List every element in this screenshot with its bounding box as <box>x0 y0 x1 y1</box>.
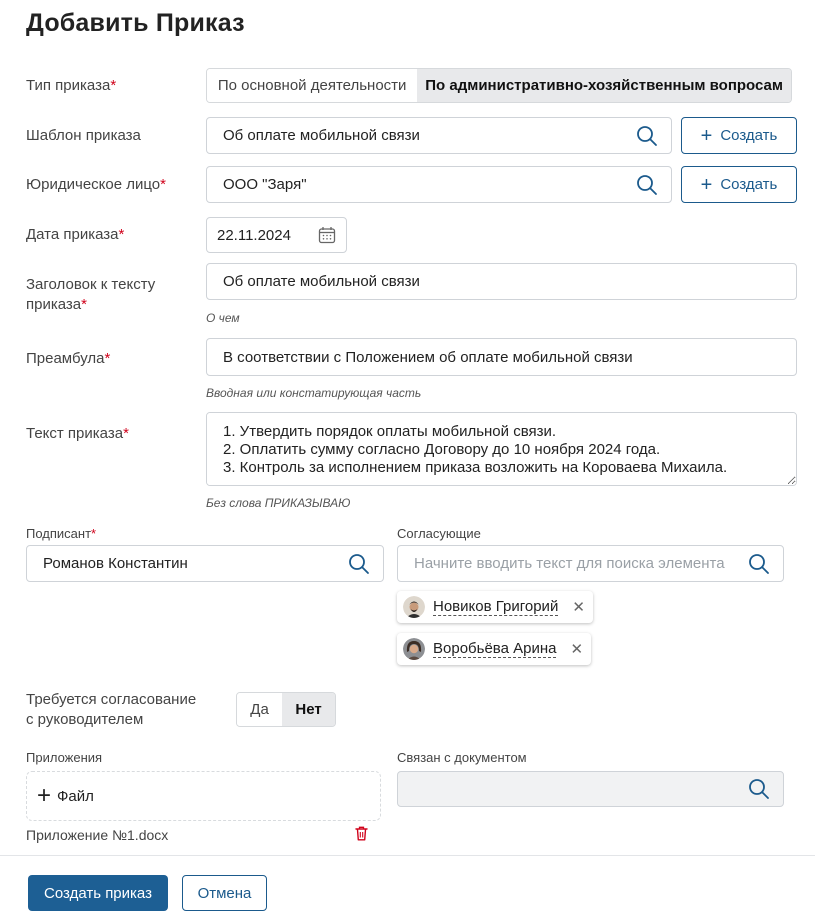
heading-hint: О чем <box>206 311 240 325</box>
search-icon[interactable] <box>747 777 771 801</box>
attachments-dropzone[interactable] <box>26 771 381 821</box>
signer-value: Романов Константин <box>43 555 188 572</box>
footer-divider <box>0 855 815 856</box>
attachments-label: Приложения <box>26 750 103 765</box>
trash-icon[interactable] <box>355 826 368 841</box>
add-file-label: Файл <box>57 787 94 805</box>
avatar <box>403 596 425 618</box>
manager-approval-yes[interactable]: Да <box>237 693 282 726</box>
attachment-file-name[interactable]: Приложение №1.docx <box>26 827 169 843</box>
legal-entity-input[interactable] <box>206 166 672 203</box>
template-input[interactable] <box>206 117 672 154</box>
preamble-value: В соответствии с Положением об оплате мобильной связи <box>223 348 633 366</box>
search-icon[interactable] <box>635 124 659 148</box>
page-title: Добавить Приказ <box>26 9 245 37</box>
create-order-button[interactable]: Создать приказ <box>28 875 168 911</box>
order-date-label: Дата приказа* <box>26 226 125 243</box>
order-text-textarea[interactable] <box>206 412 797 486</box>
template-value: Об оплате мобильной связи <box>223 127 420 144</box>
approver-chip[interactable] <box>397 633 591 665</box>
heading-input[interactable] <box>206 263 797 300</box>
search-icon[interactable] <box>347 552 371 576</box>
close-icon[interactable]: ✕ <box>570 641 584 658</box>
approver-chip[interactable] <box>397 591 593 623</box>
cancel-button[interactable]: Отмена <box>182 875 267 911</box>
approvers-search-input[interactable] <box>397 545 784 582</box>
plus-icon: + <box>700 173 713 196</box>
order-date-value: 22.11.2024 <box>217 226 291 244</box>
template-create-button[interactable]: + Создать <box>681 117 797 154</box>
close-icon[interactable]: ✕ <box>572 599 585 616</box>
preamble-input[interactable] <box>206 338 797 376</box>
heading-label: Заголовок к тексту приказа* <box>26 276 156 313</box>
calendar-icon[interactable] <box>318 226 336 244</box>
search-icon[interactable] <box>747 552 771 576</box>
linked-document-label: Связан с документом <box>397 750 527 765</box>
order-type-label: Тип приказа* <box>26 77 117 94</box>
plus-icon: + <box>700 124 713 147</box>
search-icon[interactable] <box>635 173 659 197</box>
manager-approval-no[interactable]: Нет <box>282 693 335 726</box>
signer-input[interactable] <box>26 545 384 582</box>
order-type-option-admin[interactable]: По административно-хозяйственным вопросам <box>417 69 791 102</box>
preamble-hint: Вводная или констатирующая часть <box>206 386 422 400</box>
signer-label: Подписант* <box>26 526 97 541</box>
approvers-placeholder: Начните вводить текст для поиска элемента <box>414 555 725 572</box>
template-label: Шаблон приказа <box>26 127 141 144</box>
avatar <box>403 638 425 660</box>
plus-icon: + <box>37 782 52 809</box>
heading-value: Об оплате мобильной связи <box>223 273 420 290</box>
legal-entity-label: Юридическое лицо* <box>26 176 166 193</box>
legal-entity-create-button[interactable]: + Создать <box>681 166 797 203</box>
order-date-input[interactable] <box>206 217 347 253</box>
legal-entity-value: ООО "Заря" <box>223 176 307 193</box>
order-type-toggle <box>206 68 792 103</box>
manager-approval-label: Требуется согласование с руководителем <box>26 691 197 728</box>
preamble-label: Преамбула* <box>26 350 111 367</box>
approvers-label: Согласующие <box>397 526 481 541</box>
manager-approval-toggle <box>236 692 336 727</box>
approver-name[interactable]: Воробьёва Арина <box>433 640 557 657</box>
linked-document-input[interactable] <box>397 771 784 807</box>
order-text-hint: Без слова ПРИКАЗЫВАЮ <box>206 496 351 510</box>
approver-name[interactable]: Новиков Григорий <box>433 598 559 615</box>
order-type-option-main[interactable]: По основной деятельности <box>207 69 417 102</box>
order-text-label: Текст приказа* <box>26 425 129 442</box>
